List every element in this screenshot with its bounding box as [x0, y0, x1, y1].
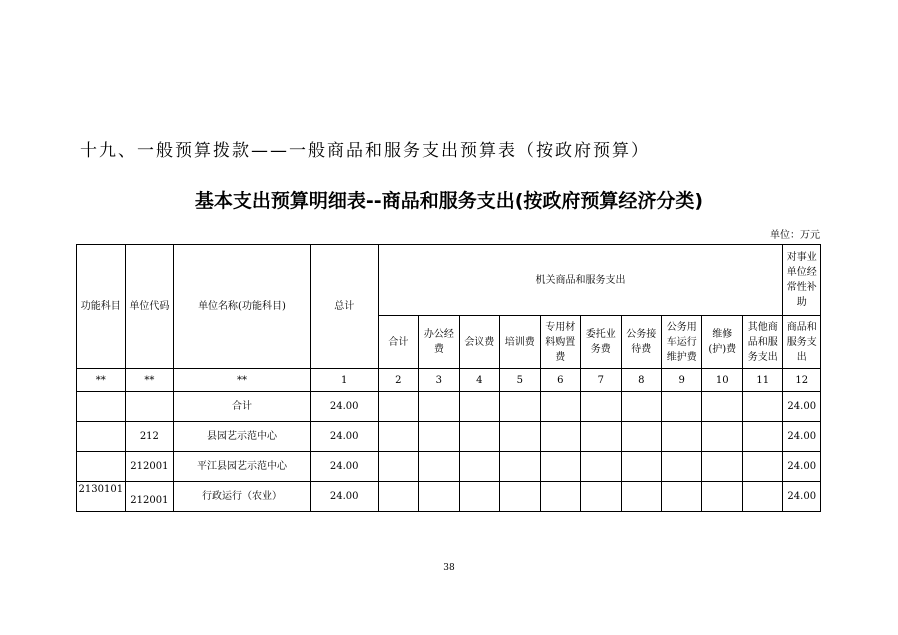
empty-cell [459, 452, 499, 482]
func-code-cell [77, 392, 126, 422]
empty-cell [581, 482, 621, 512]
subheader-cell: 专用材 料购置 费 [540, 316, 580, 369]
empty-cell [662, 392, 702, 422]
empty-cell [702, 452, 742, 482]
empty-cell [581, 392, 621, 422]
subheader-cell: 其他商 品和服 务支出 [742, 316, 783, 369]
total-cell: 24.00 [310, 392, 378, 422]
func-code-cell [77, 452, 126, 482]
empty-cell [621, 392, 661, 422]
unit-name-cell: 合计 [174, 392, 311, 422]
unit-code-cell: 212001 [125, 452, 174, 482]
empty-cell [702, 392, 742, 422]
index-cell: 3 [419, 369, 459, 392]
table-row [77, 452, 821, 482]
empty-cell [459, 482, 499, 512]
table-body [77, 392, 821, 512]
unit-code-cell [125, 392, 174, 422]
index-cell: 10 [702, 369, 742, 392]
subsidy-cell: 24.00 [783, 422, 821, 452]
header-total: 总计 [310, 245, 378, 369]
empty-cell [742, 452, 783, 482]
empty-cell [500, 392, 540, 422]
func-code-cell: 2130101 [77, 482, 126, 512]
empty-cell [500, 452, 540, 482]
empty-cell [662, 482, 702, 512]
index-cell: 8 [621, 369, 661, 392]
unit-name-cell: 平江县园艺示范中心 [174, 452, 311, 482]
index-cell: 2 [378, 369, 418, 392]
header-row-1 [77, 245, 821, 316]
header-unit-code: 单位代码 [125, 245, 174, 369]
table-row [77, 392, 821, 422]
empty-cell [702, 482, 742, 512]
index-cell: ** [125, 369, 174, 392]
header-func-code: 功能科目 [77, 245, 126, 369]
index-row [77, 369, 821, 392]
subsidy-cell: 24.00 [783, 482, 821, 512]
empty-cell [621, 422, 661, 452]
index-cell: 4 [459, 369, 499, 392]
empty-cell [459, 422, 499, 452]
subheader-cell: 商品和 服务支 出 [783, 316, 821, 369]
empty-cell [621, 482, 661, 512]
empty-cell [419, 482, 459, 512]
budget-table [76, 244, 821, 512]
index-cell: 12 [783, 369, 821, 392]
empty-cell [621, 452, 661, 482]
func-code-cell [77, 422, 126, 452]
empty-cell [378, 452, 418, 482]
empty-cell [500, 482, 540, 512]
unit-code-cell: 212 [125, 422, 174, 452]
section-heading: 十九、一般预算拨款——一般商品和服务支出预算表（按政府预算） [80, 141, 650, 161]
empty-cell [540, 452, 580, 482]
empty-cell [540, 392, 580, 422]
empty-cell [702, 422, 742, 452]
page-number: 38 [443, 563, 455, 573]
empty-cell [742, 392, 783, 422]
subheader-cell: 培训费 [500, 316, 540, 369]
subheader-cell: 委托业 务费 [581, 316, 621, 369]
subheader-cell: 办公经 费 [419, 316, 459, 369]
index-cell: 1 [310, 369, 378, 392]
empty-cell [742, 422, 783, 452]
header-unit-name: 单位名称(功能科目) [174, 245, 311, 369]
empty-cell [419, 392, 459, 422]
empty-cell [742, 482, 783, 512]
empty-cell [378, 482, 418, 512]
empty-cell [540, 482, 580, 512]
subsidy-cell: 24.00 [783, 452, 821, 482]
empty-cell [378, 422, 418, 452]
header-subsidy: 对事业 单位经 常性补 助 [783, 245, 821, 316]
index-cell: 5 [500, 369, 540, 392]
subheader-cell: 维修 (护)费 [702, 316, 742, 369]
empty-cell [662, 422, 702, 452]
total-cell: 24.00 [310, 422, 378, 452]
subheader-cell: 公务接 待费 [621, 316, 661, 369]
subheader-cell: 合计 [378, 316, 418, 369]
total-cell: 24.00 [310, 482, 378, 512]
empty-cell [419, 422, 459, 452]
index-cell: 6 [540, 369, 580, 392]
table-row [77, 482, 821, 512]
table-row [77, 422, 821, 452]
header-service-group: 机关商品和服务支出 [378, 245, 783, 316]
total-cell: 24.00 [310, 452, 378, 482]
unit-code-cell: 212001 [125, 482, 174, 512]
empty-cell [500, 422, 540, 452]
index-cell: 9 [662, 369, 702, 392]
table-title: 基本支出预算明细表--商品和服务支出(按政府预算经济分类) [194, 190, 704, 212]
unit-name-cell: 行政运行（农业） [174, 482, 311, 512]
unit-name-cell: 县园艺示范中心 [174, 422, 311, 452]
empty-cell [378, 392, 418, 422]
empty-cell [459, 392, 499, 422]
unit-label: 单位：万元 [770, 230, 820, 241]
empty-cell [662, 452, 702, 482]
index-cell: 7 [581, 369, 621, 392]
empty-cell [419, 452, 459, 482]
index-cell: ** [174, 369, 311, 392]
index-cell: ** [77, 369, 126, 392]
subheader-cell: 会议费 [459, 316, 499, 369]
subheader-cell: 公务用 车运行 维护费 [662, 316, 702, 369]
empty-cell [581, 452, 621, 482]
empty-cell [540, 422, 580, 452]
index-cell: 11 [742, 369, 783, 392]
subsidy-cell: 24.00 [783, 392, 821, 422]
empty-cell [581, 422, 621, 452]
